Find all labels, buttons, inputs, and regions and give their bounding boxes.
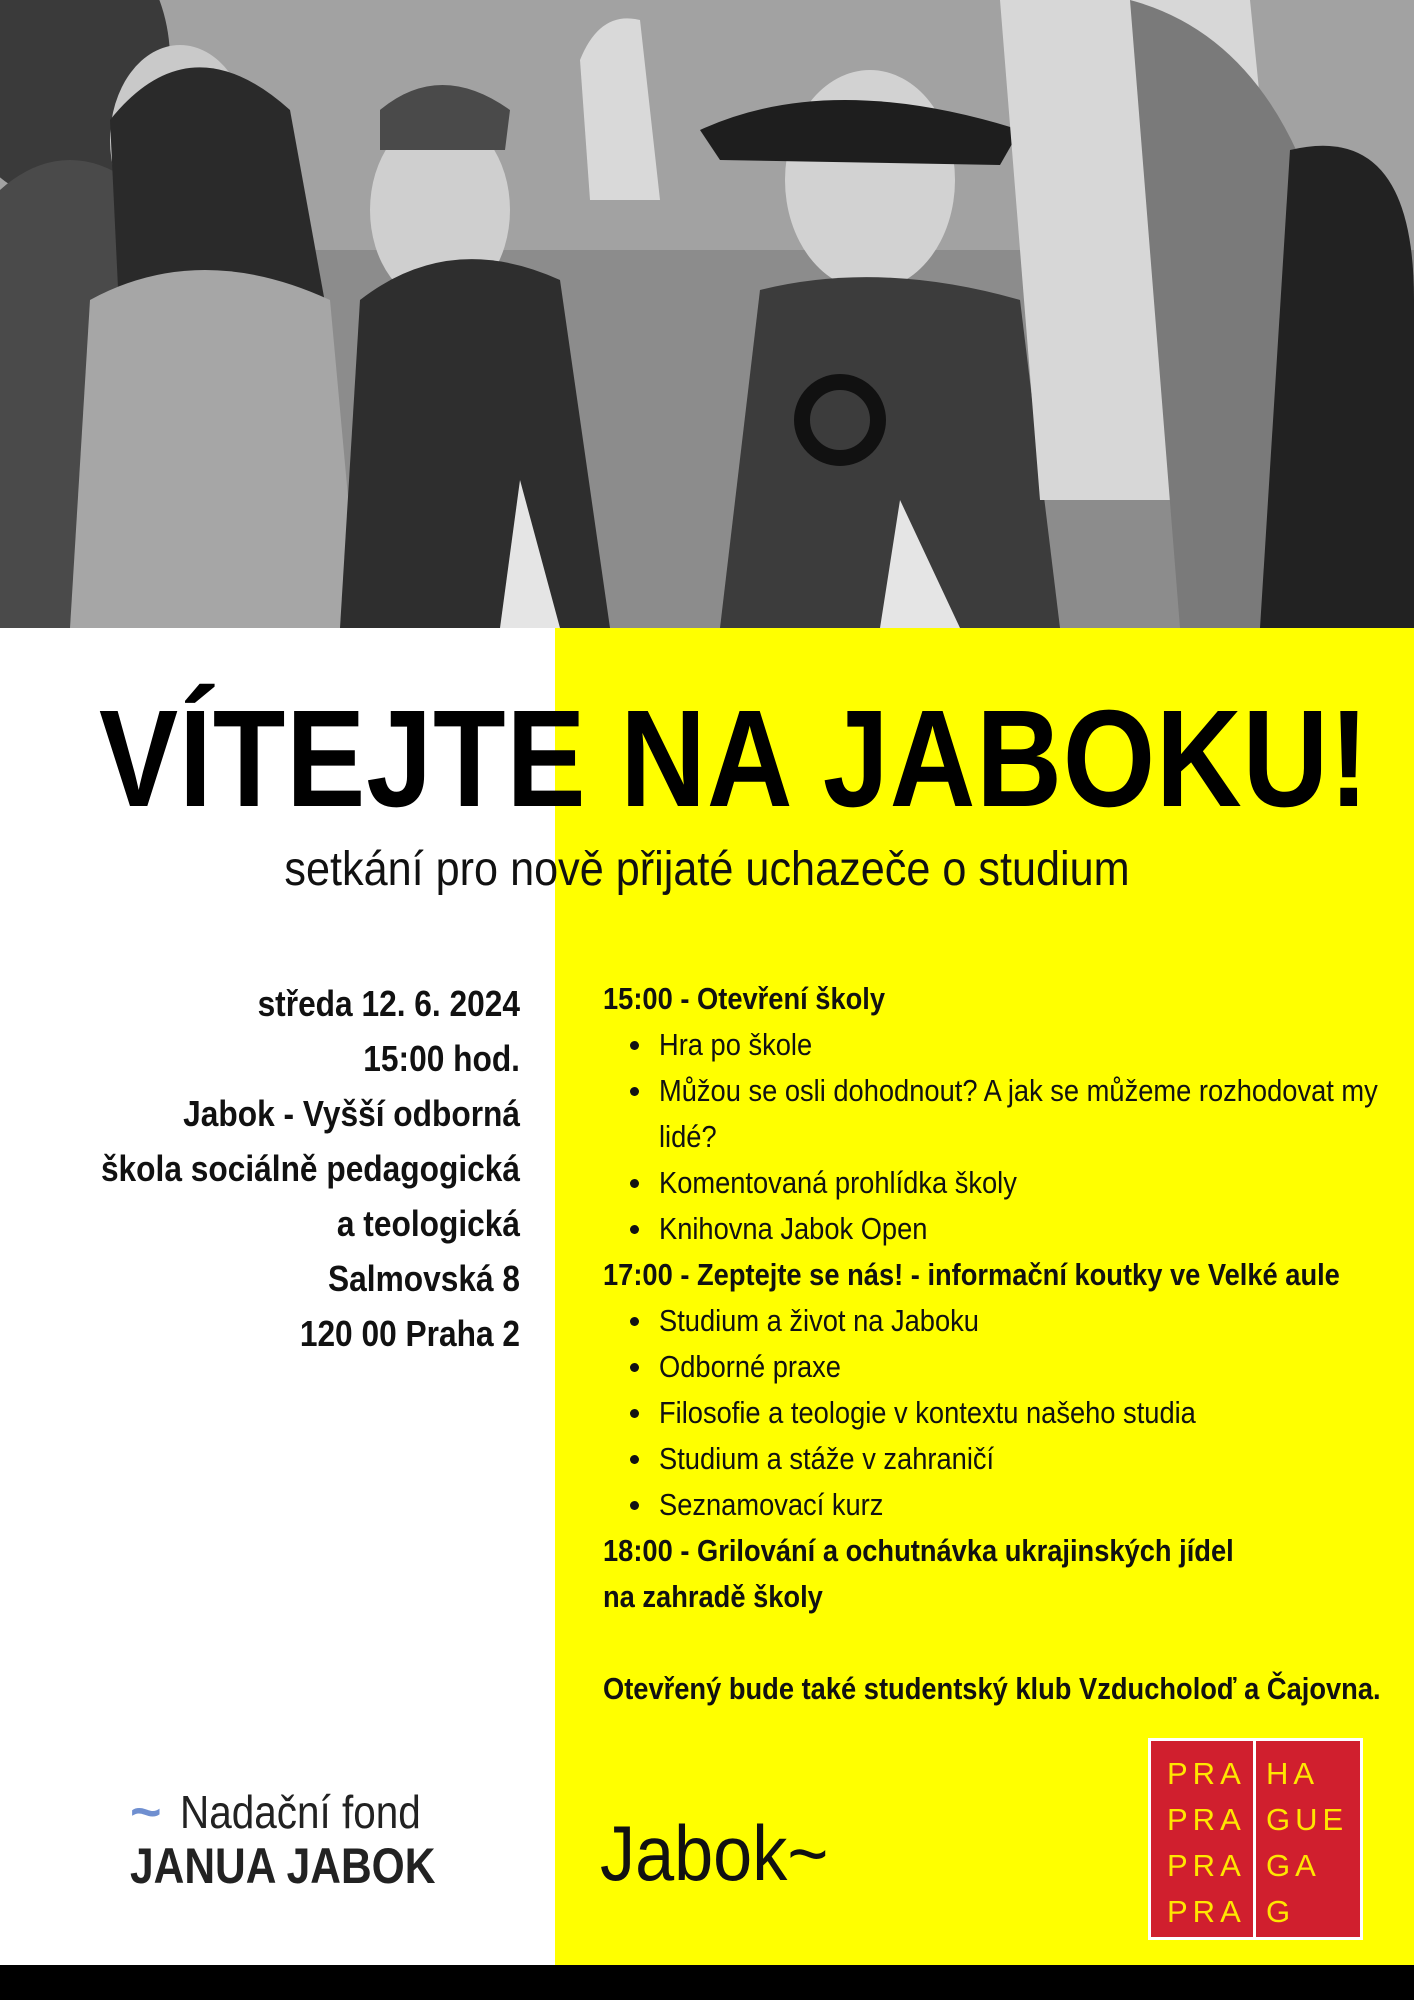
program — [603, 976, 1403, 1712]
list-item: Seznamovací kurz — [603, 1482, 1403, 1528]
event-time: 15:00 hod. — [363, 1038, 520, 1079]
bullet-icon — [630, 1041, 639, 1050]
bullet-icon — [630, 1179, 639, 1188]
praha-logo — [1148, 1738, 1363, 1940]
bullet-icon — [630, 1317, 639, 1326]
event-venue-line: škola sociálně pedagogická — [100, 1148, 520, 1189]
program-heading: 15:00 - Otevření školy — [603, 981, 886, 1016]
page-title: VÍTEJTE NA JABOKU! — [98, 682, 1370, 836]
event-address-street: Salmovská 8 — [328, 1258, 520, 1299]
list-item: Můžou se osli dohodnout? A jak se můžeme rozhodovat my lidé? — [603, 1068, 1403, 1160]
program-list — [603, 1022, 1403, 1252]
bullet-icon — [630, 1087, 639, 1096]
event-venue-line: a teologická — [336, 1203, 520, 1244]
program-note: Otevřený bude také studentský klub Vzducholoď a Čajovna. — [603, 1671, 1381, 1706]
bottom-bar — [0, 1965, 1414, 2000]
praha-logo-right-column: HA GUE GA G — [1266, 1756, 1349, 1929]
page-subtitle: setkání pro nově přijaté uchazeče o studium — [284, 843, 1130, 896]
bullet-icon — [630, 1455, 639, 1464]
spacer — [603, 1620, 1403, 1666]
photo-crowd-icon — [0, 0, 1414, 628]
list-item: Komentovaná prohlídka školy — [603, 1160, 1403, 1206]
program-heading: 17:00 - Zeptejte se nás! - informační koutky ve Velké aule — [603, 1257, 1340, 1292]
event-address-city: 120 00 Praha 2 — [299, 1313, 520, 1354]
list-item: Hra po škole — [603, 1022, 1403, 1068]
bullet-icon — [630, 1501, 639, 1510]
nadacni-fond-line2: JANUA JABOK — [130, 1838, 436, 1894]
list-item: Studium a život na Jaboku — [603, 1298, 1403, 1344]
tilde-icon: ~ — [130, 1782, 162, 1842]
nadacni-fond-line1: Nadační fond — [180, 1786, 421, 1838]
bullet-icon — [630, 1409, 639, 1418]
praha-logo-divider — [1253, 1741, 1256, 1937]
list-item: Odborné praxe — [603, 1344, 1403, 1390]
bullet-icon — [630, 1363, 639, 1372]
bullet-icon — [630, 1225, 639, 1234]
nadacni-fond-logo — [130, 1782, 470, 1895]
header-photo — [0, 0, 1414, 628]
program-heading: na zahradě školy — [603, 1579, 823, 1614]
praha-logo-left-column: PRA PRA PRA PRA — [1167, 1756, 1246, 1929]
list-item: Studium a stáže v zahraničí — [603, 1436, 1403, 1482]
list-item: Knihovna Jabok Open — [603, 1206, 1403, 1252]
program-list — [603, 1298, 1403, 1528]
jabok-logo: Jabok~ — [600, 1809, 829, 1897]
list-item: Filosofie a teologie v kontextu našeho studia — [603, 1390, 1403, 1436]
event-info — [40, 976, 520, 1361]
event-date: středa 12. 6. 2024 — [257, 983, 520, 1024]
event-venue-line: Jabok - Vyšší odborná — [183, 1093, 520, 1134]
program-heading: 18:00 - Grilování a ochutnávka ukrajinských jídel — [603, 1533, 1234, 1568]
